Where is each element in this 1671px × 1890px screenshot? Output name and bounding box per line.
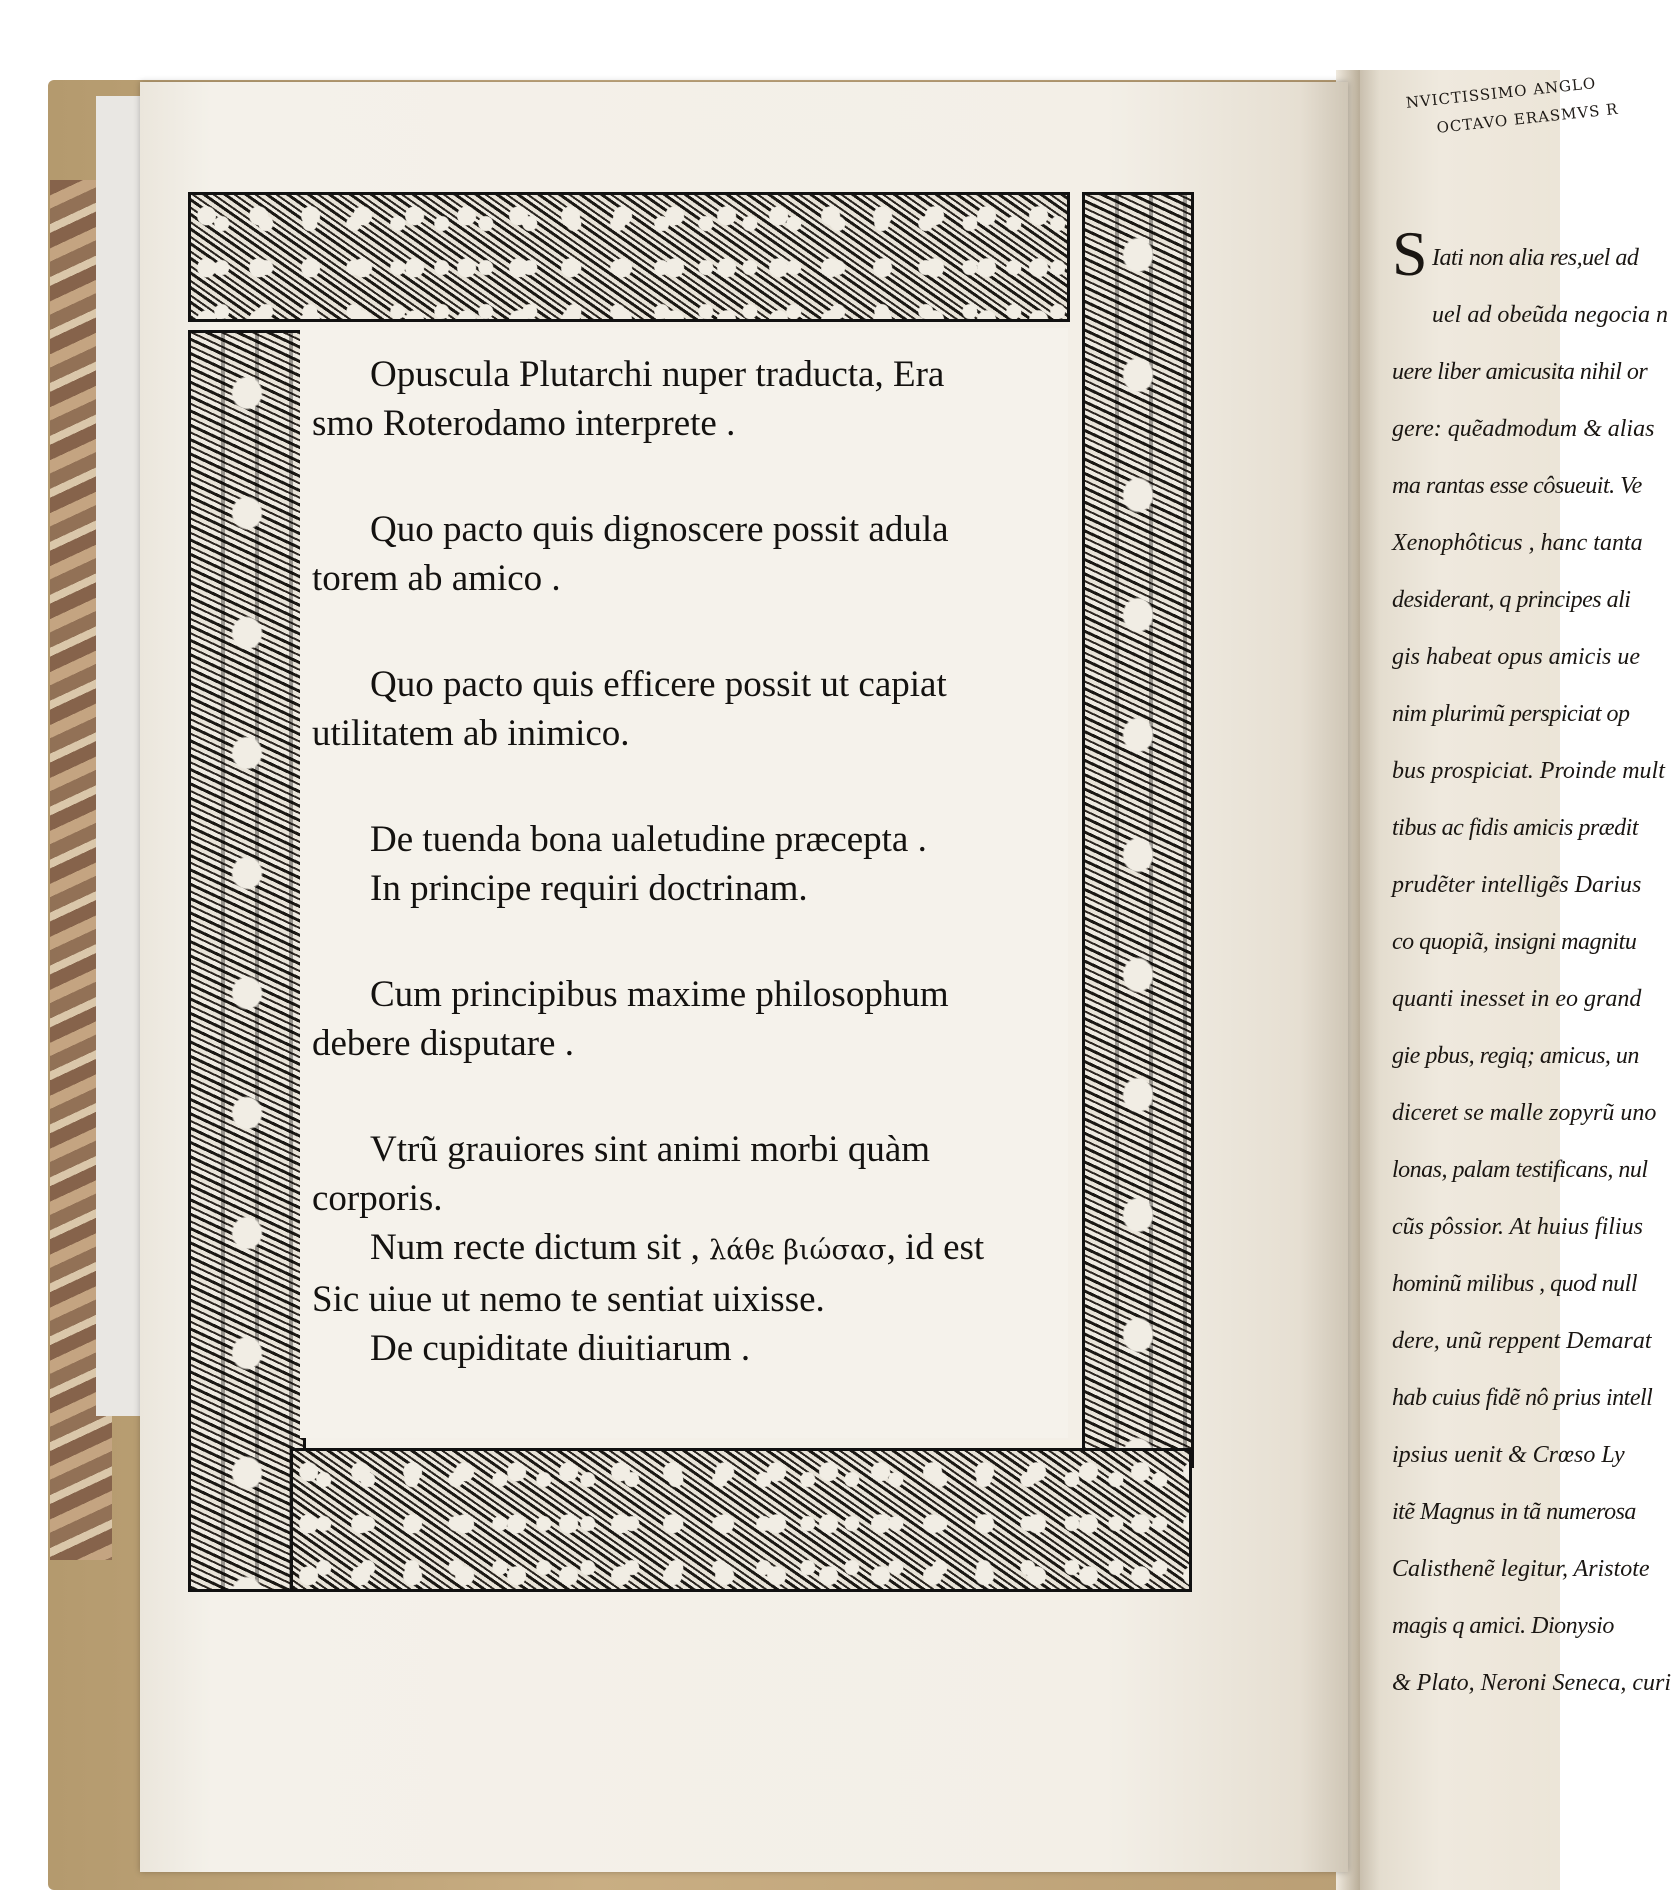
right-page-line: gis habeat opus amicis ue — [1392, 644, 1640, 670]
right-page-line: co quopiã, insigni magnitu — [1392, 929, 1637, 955]
entry-text: Num recte dictum sit , — [370, 1227, 700, 1268]
entry-line: Cum principibus maxime philosophum — [370, 974, 949, 1015]
entry-line: corporis. — [312, 1178, 443, 1219]
contents-entry-8 — [312, 1324, 1072, 1373]
right-page-line: hominũ milibus , quod null — [1392, 1271, 1638, 1297]
right-page-line: gie pbus, regiq; amicus, un — [1392, 1043, 1639, 1069]
right-heading-line-1: NVICTISSIMO ANGLO — [1405, 74, 1597, 112]
entry-line: Quo pacto quis dignoscere possit adula — [370, 509, 949, 550]
entry-line: Sic uiue ut nemo te sentiat uixisse. — [312, 1279, 825, 1320]
entry-text: , id est — [886, 1227, 985, 1268]
contents-entry-1 — [312, 350, 1072, 448]
contents-entry-5 — [312, 970, 1072, 1068]
contents-entry-6 — [312, 1125, 1072, 1223]
woodcut-bottom-panel — [290, 1448, 1192, 1592]
right-page-line: ipsius uenit & Crœso Ly — [1392, 1442, 1625, 1468]
entry-line: utilitatem ab inimico. — [312, 713, 630, 754]
contents-entry-4 — [312, 815, 1072, 913]
right-page-text — [1392, 230, 1671, 1712]
right-heading-line-2: OCTAVO ERASMVS R — [1435, 99, 1620, 137]
right-page-line: cũs pôssior. At huius filius — [1392, 1214, 1643, 1240]
right-page-line: itẽ Magnus in tã numerosa — [1392, 1499, 1636, 1525]
right-page-line: magis q amici. Dionysio — [1392, 1613, 1614, 1639]
woodcut-left-panel — [188, 330, 306, 1592]
right-page-line: quanti inesset in eo grand — [1392, 986, 1642, 1012]
right-page-line: prudẽter intelligẽs Darius — [1392, 872, 1642, 898]
woodcut-top-panel — [188, 192, 1070, 322]
right-page-line: dere, unũ reppent Demarat — [1392, 1328, 1652, 1354]
entry-line: Quo pacto quis efficere possit ut capiat — [370, 664, 947, 705]
right-page-line: Calisthenẽ legitur, Aristote — [1392, 1556, 1650, 1582]
right-page-line: hab cuius fidẽ nô prius intell — [1392, 1385, 1653, 1411]
entry-line: Vtrũ grauiores sint animi morbi quàm — [370, 1129, 931, 1170]
title-page-contents — [312, 350, 1072, 1373]
woodcut-right-panel — [1082, 192, 1194, 1468]
entry-line: debere disputare . — [312, 1023, 574, 1064]
right-page-line: uel ad obeũda negocia n — [1432, 302, 1668, 328]
right-page-line: gere: quẽadmodum & alias — [1392, 416, 1655, 442]
right-page-line: diceret se malle zopyrũ uno — [1392, 1100, 1657, 1126]
right-page-line: desiderant, q principes ali — [1392, 587, 1631, 613]
entry-line: De tuenda bona ualetudine præcepta . — [370, 819, 927, 860]
right-page-line: tibus ac fidis amicis prædit — [1392, 815, 1639, 841]
entry-line: In principe requiri doctrinam. — [370, 868, 808, 909]
entry-line: torem ab amico . — [312, 558, 561, 599]
right-page-line: & Plato, Neroni Seneca, curi — [1392, 1670, 1671, 1696]
entry-line: De cupiditate diuitiarum . — [370, 1328, 751, 1369]
entry-line: Opuscula Plutarchi nuper traducta, Era — [370, 354, 945, 395]
right-page-line: Xenophôticus , hanc tanta — [1392, 530, 1643, 556]
contents-entry-7 — [312, 1223, 1072, 1324]
right-page-line: ma rantas esse côsueuit. Ve — [1392, 473, 1642, 499]
right-page-line: lonas, palam testificans, nul — [1392, 1157, 1648, 1183]
drop-cap: S — [1392, 218, 1428, 289]
entry-line — [312, 1223, 1072, 1275]
right-page-line: nim plurimũ perspiciat op — [1392, 701, 1630, 727]
right-page-line: Iati non alia res,uel ad — [1432, 245, 1639, 271]
contents-entry-3 — [312, 660, 1072, 758]
right-page-line: uere liber amicusita nihil or — [1392, 359, 1648, 385]
right-page-line: bus prospiciat. Proinde mult — [1392, 758, 1665, 784]
entry-line: smo Roterodamo interprete . — [312, 403, 736, 444]
contents-entry-2 — [312, 505, 1072, 603]
greek-phrase: λάθε βιώσασ — [709, 1235, 887, 1266]
